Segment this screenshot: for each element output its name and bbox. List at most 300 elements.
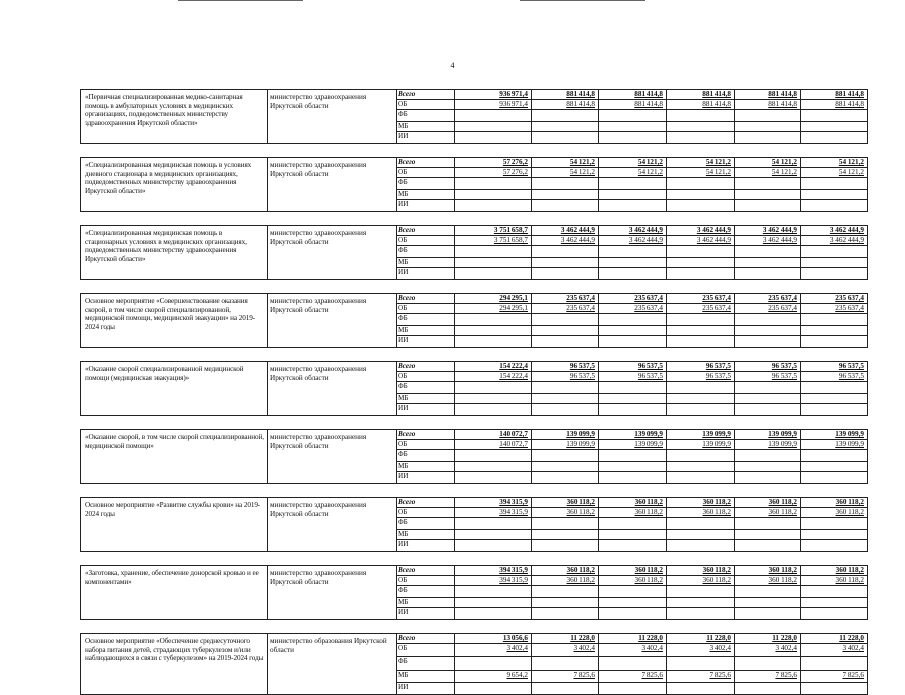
amount-cell	[801, 304, 868, 314]
amount-cell	[599, 314, 667, 326]
amount-cell	[599, 110, 667, 122]
amount-cell	[532, 336, 599, 348]
page-number: 4	[450, 61, 455, 70]
amount-cell	[455, 683, 532, 695]
amount-cell	[455, 314, 532, 326]
amount-value: 139 099,9	[835, 440, 864, 448]
amount-cell	[532, 472, 599, 484]
measure-name-cell: «Специализированная медицинская помощь в стационарных условиях в медицинских организациях, подведомственных министерству здравоохранения Иркутской области»	[81, 226, 268, 280]
responsible-cell: министерство здравоохранения Иркутской области	[268, 294, 397, 348]
amount-value: 154 222,4	[499, 372, 528, 380]
amount-cell	[735, 608, 801, 620]
amount-cell	[599, 472, 667, 484]
amount-cell	[455, 450, 532, 462]
amount-cell	[735, 336, 801, 348]
amount-value: 881 414,8	[566, 90, 595, 98]
amount-value: 235 637,4	[634, 294, 663, 302]
amount-cell	[667, 566, 735, 576]
amount-cell	[599, 158, 667, 168]
amount-cell	[735, 576, 801, 586]
amount-cell	[735, 683, 801, 695]
amount-cell	[667, 657, 735, 671]
amount-value: 360 118,2	[634, 508, 663, 516]
funding-source-cell: МБ	[397, 326, 455, 336]
amount-cell	[801, 530, 868, 540]
amount-cell	[532, 382, 599, 394]
amount-value: 7 825,6	[775, 671, 797, 679]
amount-cell	[801, 294, 868, 304]
amount-value: 139 099,9	[566, 430, 595, 438]
amount-value: 3 462 444,9	[762, 226, 797, 234]
amount-value: 96 537,5	[838, 372, 864, 380]
amount-cell	[801, 90, 868, 100]
amount-cell	[455, 586, 532, 598]
amount-cell	[667, 382, 735, 394]
amount-cell	[801, 540, 868, 552]
amount-cell	[667, 304, 735, 314]
amount-cell	[735, 122, 801, 132]
amount-cell	[599, 268, 667, 280]
amount-cell	[801, 430, 868, 440]
amount-value: 139 099,9	[768, 430, 797, 438]
amount-cell	[532, 110, 599, 122]
amount-cell	[801, 462, 868, 472]
amount-cell	[667, 268, 735, 280]
amount-value: 7 825,6	[573, 671, 595, 679]
amount-cell	[801, 372, 868, 382]
amount-cell	[667, 246, 735, 258]
amount-cell	[532, 268, 599, 280]
block-gap	[81, 484, 868, 498]
amount-cell	[455, 644, 532, 657]
table-row-total	[81, 226, 868, 236]
amount-cell	[599, 644, 667, 657]
amount-cell	[801, 576, 868, 586]
amount-cell	[667, 178, 735, 190]
amount-cell	[667, 110, 735, 122]
block-gap-cell	[81, 620, 868, 634]
amount-cell	[599, 634, 667, 644]
amount-value: 235 637,4	[768, 294, 797, 302]
table-row-total	[81, 634, 868, 644]
amount-cell	[599, 462, 667, 472]
amount-cell	[599, 226, 667, 236]
table-row-total	[81, 362, 868, 372]
amount-cell	[667, 586, 735, 598]
funding-source-cell: ФБ	[397, 382, 455, 394]
block-gap-cell	[81, 280, 868, 294]
amount-value: 54 121,2	[637, 158, 663, 166]
amount-value: 11 228,0	[839, 634, 864, 642]
amount-cell	[667, 200, 735, 212]
amount-cell	[455, 304, 532, 314]
amount-value: 54 121,2	[771, 168, 797, 176]
amount-value: 140 072,7	[499, 430, 528, 438]
amount-cell	[735, 382, 801, 394]
amount-cell	[801, 440, 868, 450]
funding-source-cell: ФБ	[397, 178, 455, 190]
amount-cell	[735, 236, 801, 246]
funding-source-cell: ИИ	[397, 132, 455, 144]
amount-cell	[532, 226, 599, 236]
amount-cell	[667, 158, 735, 168]
funding-source-cell: ИИ	[397, 200, 455, 212]
amount-value: 394 315,9	[499, 508, 528, 516]
amount-cell	[667, 326, 735, 336]
amount-cell	[532, 683, 599, 695]
amount-value: 360 118,2	[835, 498, 864, 506]
amount-value: 294 295,1	[499, 304, 528, 312]
responsible-cell: министерство здравоохранения Иркутской области	[268, 430, 397, 484]
amount-cell	[455, 472, 532, 484]
amount-cell	[667, 100, 735, 110]
funding-source-cell: Всего	[397, 90, 455, 100]
amount-cell	[801, 671, 868, 683]
amount-cell	[667, 336, 735, 348]
amount-cell	[532, 258, 599, 268]
amount-cell	[532, 566, 599, 576]
amount-cell	[599, 598, 667, 608]
amount-cell	[735, 671, 801, 683]
amount-value: 235 637,4	[768, 304, 797, 312]
amount-cell	[599, 450, 667, 462]
amount-cell	[532, 304, 599, 314]
amount-cell	[532, 394, 599, 404]
amount-value: 54 121,2	[569, 168, 595, 176]
amount-cell	[667, 236, 735, 246]
amount-cell	[599, 100, 667, 110]
amount-value: 881 414,8	[835, 100, 864, 108]
amount-value: 54 121,2	[705, 168, 731, 176]
amount-cell	[735, 200, 801, 212]
amount-value: 881 414,8	[634, 100, 663, 108]
amount-cell	[735, 258, 801, 268]
amount-cell	[599, 671, 667, 683]
funding-source-cell: ИИ	[397, 608, 455, 620]
amount-cell	[532, 372, 599, 382]
amount-cell	[735, 132, 801, 144]
amount-cell	[599, 132, 667, 144]
funding-source-cell: ФБ	[397, 586, 455, 598]
amount-cell	[455, 246, 532, 258]
amount-value: 3 462 444,9	[560, 226, 595, 234]
measure-name-cell: Основное мероприятие «Развитие службы крови» на 2019-2024 годы	[81, 498, 268, 552]
funding-source-cell: МБ	[397, 394, 455, 404]
amount-cell	[532, 540, 599, 552]
amount-cell	[735, 634, 801, 644]
amount-value: 360 118,2	[702, 576, 731, 584]
amount-cell	[801, 100, 868, 110]
table-row-total	[81, 430, 868, 440]
amount-cell	[801, 326, 868, 336]
amount-cell	[801, 382, 868, 394]
amount-cell	[455, 200, 532, 212]
table-row-total	[81, 498, 868, 508]
amount-cell	[532, 586, 599, 598]
amount-cell	[455, 168, 532, 178]
amount-cell	[455, 90, 532, 100]
amount-value: 3 402,4	[842, 644, 864, 652]
amount-value: 96 537,5	[705, 372, 731, 380]
block-gap-cell	[81, 484, 868, 498]
amount-cell	[599, 200, 667, 212]
amount-value: 3 402,4	[709, 644, 731, 652]
funding-source-cell: ФБ	[397, 450, 455, 462]
funding-source-cell: Всего	[397, 634, 455, 644]
amount-cell	[801, 236, 868, 246]
amount-cell	[532, 100, 599, 110]
amount-cell	[735, 326, 801, 336]
amount-value: 11 228,0	[706, 634, 731, 642]
block-gap	[81, 144, 868, 158]
amount-cell	[735, 450, 801, 462]
amount-cell	[455, 657, 532, 671]
funding-source-cell: МБ	[397, 190, 455, 200]
amount-value: 9 654,2	[506, 671, 528, 679]
amount-cell	[455, 440, 532, 450]
amount-value: 139 099,9	[768, 440, 797, 448]
amount-cell	[801, 122, 868, 132]
amount-cell	[455, 190, 532, 200]
amount-value: 96 537,5	[838, 362, 864, 370]
amount-cell	[455, 326, 532, 336]
measure-name-cell: «Оказание скорой специализированной медицинской помощи (медицинская эвакуация)»	[81, 362, 268, 416]
amount-cell	[455, 226, 532, 236]
amount-cell	[735, 644, 801, 657]
amount-cell	[667, 314, 735, 326]
amount-value: 235 637,4	[566, 304, 595, 312]
amount-value: 360 118,2	[566, 508, 595, 516]
table-row-total	[81, 90, 868, 100]
amount-cell	[599, 518, 667, 530]
amount-cell	[667, 608, 735, 620]
amount-value: 96 537,5	[569, 372, 595, 380]
amount-cell	[532, 598, 599, 608]
amount-cell	[599, 362, 667, 372]
measure-name-cell: «Оказание скорой, в том числе скорой специализированной, медицинской помощи»	[81, 430, 268, 484]
amount-cell	[735, 294, 801, 304]
amount-value: 54 121,2	[838, 168, 864, 176]
amount-cell	[735, 508, 801, 518]
amount-cell	[801, 586, 868, 598]
amount-value: 139 099,9	[702, 430, 731, 438]
amount-cell	[599, 90, 667, 100]
amount-value: 7 825,6	[709, 671, 731, 679]
amount-cell	[801, 566, 868, 576]
amount-cell	[599, 304, 667, 314]
amount-cell	[801, 258, 868, 268]
block-gap	[81, 348, 868, 362]
amount-cell	[599, 530, 667, 540]
funding-source-cell: ИИ	[397, 472, 455, 484]
amount-cell	[735, 178, 801, 190]
amount-cell	[599, 508, 667, 518]
amount-cell	[801, 246, 868, 258]
amount-cell	[455, 372, 532, 382]
amount-cell	[801, 508, 868, 518]
amount-value: 881 414,8	[702, 100, 731, 108]
amount-cell	[667, 634, 735, 644]
amount-value: 96 537,5	[569, 362, 595, 370]
amount-cell	[455, 430, 532, 440]
amount-cell	[532, 671, 599, 683]
funding-source-cell: ФБ	[397, 518, 455, 530]
amount-cell	[455, 294, 532, 304]
amount-cell	[532, 498, 599, 508]
amount-cell	[532, 530, 599, 540]
amount-value: 3 402,4	[506, 644, 528, 652]
amount-value: 235 637,4	[835, 304, 864, 312]
amount-value: 881 414,8	[768, 90, 797, 98]
amount-cell	[599, 122, 667, 132]
amount-cell	[532, 440, 599, 450]
amount-value: 3 462 444,9	[560, 236, 595, 244]
amount-cell	[735, 110, 801, 122]
amount-cell	[455, 100, 532, 110]
amount-cell	[667, 394, 735, 404]
amount-cell	[532, 90, 599, 100]
funding-source-cell: ОБ	[397, 236, 455, 246]
amount-cell	[599, 566, 667, 576]
funding-source-cell: Всего	[397, 362, 455, 372]
amount-cell	[599, 372, 667, 382]
funding-source-cell: ИИ	[397, 268, 455, 280]
amount-cell	[599, 440, 667, 450]
amount-value: 3 751 658,7	[493, 226, 528, 234]
amount-value: 360 118,2	[634, 498, 663, 506]
amount-cell	[667, 294, 735, 304]
amount-value: 360 118,2	[702, 566, 731, 574]
funding-source-cell: ФБ	[397, 657, 455, 671]
amount-value: 140 072,7	[499, 440, 528, 448]
amount-cell	[667, 644, 735, 657]
amount-cell	[801, 178, 868, 190]
amount-cell	[801, 404, 868, 416]
amount-cell	[735, 530, 801, 540]
amount-value: 7 825,6	[641, 671, 663, 679]
amount-value: 881 414,8	[835, 90, 864, 98]
funding-source-cell: ОБ	[397, 168, 455, 178]
amount-cell	[599, 608, 667, 620]
amount-cell	[532, 246, 599, 258]
amount-cell	[735, 518, 801, 530]
amount-value: 57 276,2	[502, 158, 528, 166]
amount-value: 294 295,1	[499, 294, 528, 302]
amount-cell	[667, 671, 735, 683]
amount-cell	[667, 404, 735, 416]
table-row-total	[81, 566, 868, 576]
amount-cell	[532, 508, 599, 518]
amount-cell	[455, 634, 532, 644]
amount-cell	[667, 472, 735, 484]
amount-cell	[667, 598, 735, 608]
amount-cell	[455, 362, 532, 372]
amount-cell	[801, 362, 868, 372]
amount-cell	[455, 336, 532, 348]
amount-cell	[532, 294, 599, 304]
funding-source-cell: МБ	[397, 258, 455, 268]
amount-value: 139 099,9	[634, 440, 663, 448]
amount-cell	[455, 518, 532, 530]
amount-cell	[801, 472, 868, 484]
amount-cell	[532, 200, 599, 212]
amount-value: 54 121,2	[838, 158, 864, 166]
funding-source-cell: МБ	[397, 598, 455, 608]
amount-cell	[735, 362, 801, 372]
amount-value: 881 414,8	[566, 100, 595, 108]
amount-cell	[532, 657, 599, 671]
amount-value: 360 118,2	[566, 576, 595, 584]
funding-source-cell: МБ	[397, 530, 455, 540]
amount-cell	[599, 382, 667, 394]
amount-cell	[667, 462, 735, 472]
amount-value: 54 121,2	[705, 158, 731, 166]
amount-cell	[455, 576, 532, 586]
amount-cell	[532, 608, 599, 620]
amount-value: 394 315,9	[499, 576, 528, 584]
funding-source-cell: ИИ	[397, 404, 455, 416]
funding-source-cell: ФБ	[397, 110, 455, 122]
responsible-cell: министерство образования Иркутской области	[268, 634, 397, 695]
funding-source-cell: Всего	[397, 294, 455, 304]
amount-cell	[667, 372, 735, 382]
amount-value: 139 099,9	[634, 430, 663, 438]
amount-value: 936 971,4	[499, 90, 528, 98]
amount-cell	[801, 226, 868, 236]
block-gap	[81, 416, 868, 430]
amount-cell	[801, 644, 868, 657]
funding-source-cell: ОБ	[397, 644, 455, 657]
amount-cell	[735, 472, 801, 484]
funding-source-cell: ИИ	[397, 540, 455, 552]
amount-cell	[801, 314, 868, 326]
amount-cell	[532, 362, 599, 372]
measure-name-cell: «Заготовка, хранение, обеспечение донорской кровью и ее компонентами»	[81, 566, 268, 620]
amount-cell	[532, 462, 599, 472]
amount-cell	[599, 326, 667, 336]
amount-value: 96 537,5	[637, 372, 663, 380]
funding-source-cell: МБ	[397, 671, 455, 683]
amount-cell	[667, 258, 735, 268]
amount-value: 936 971,4	[499, 100, 528, 108]
amount-cell	[667, 498, 735, 508]
amount-cell	[667, 440, 735, 450]
amount-cell	[735, 657, 801, 671]
amount-cell	[455, 498, 532, 508]
amount-cell	[599, 394, 667, 404]
amount-cell	[667, 168, 735, 178]
amount-cell	[667, 540, 735, 552]
amount-cell	[801, 132, 868, 144]
amount-value: 3 462 444,9	[628, 236, 663, 244]
amount-value: 235 637,4	[702, 304, 731, 312]
amount-cell	[667, 683, 735, 695]
amount-cell	[532, 576, 599, 586]
amount-cell	[532, 132, 599, 144]
amount-cell	[801, 190, 868, 200]
amount-cell	[532, 236, 599, 246]
amount-cell	[735, 394, 801, 404]
amount-value: 3 462 444,9	[696, 226, 731, 234]
amount-value: 235 637,4	[634, 304, 663, 312]
block-gap-cell	[81, 416, 868, 430]
amount-cell	[532, 430, 599, 440]
amount-value: 394 315,9	[499, 566, 528, 574]
amount-value: 54 121,2	[771, 158, 797, 166]
amount-cell	[735, 404, 801, 416]
amount-cell	[455, 122, 532, 132]
amount-cell	[455, 598, 532, 608]
